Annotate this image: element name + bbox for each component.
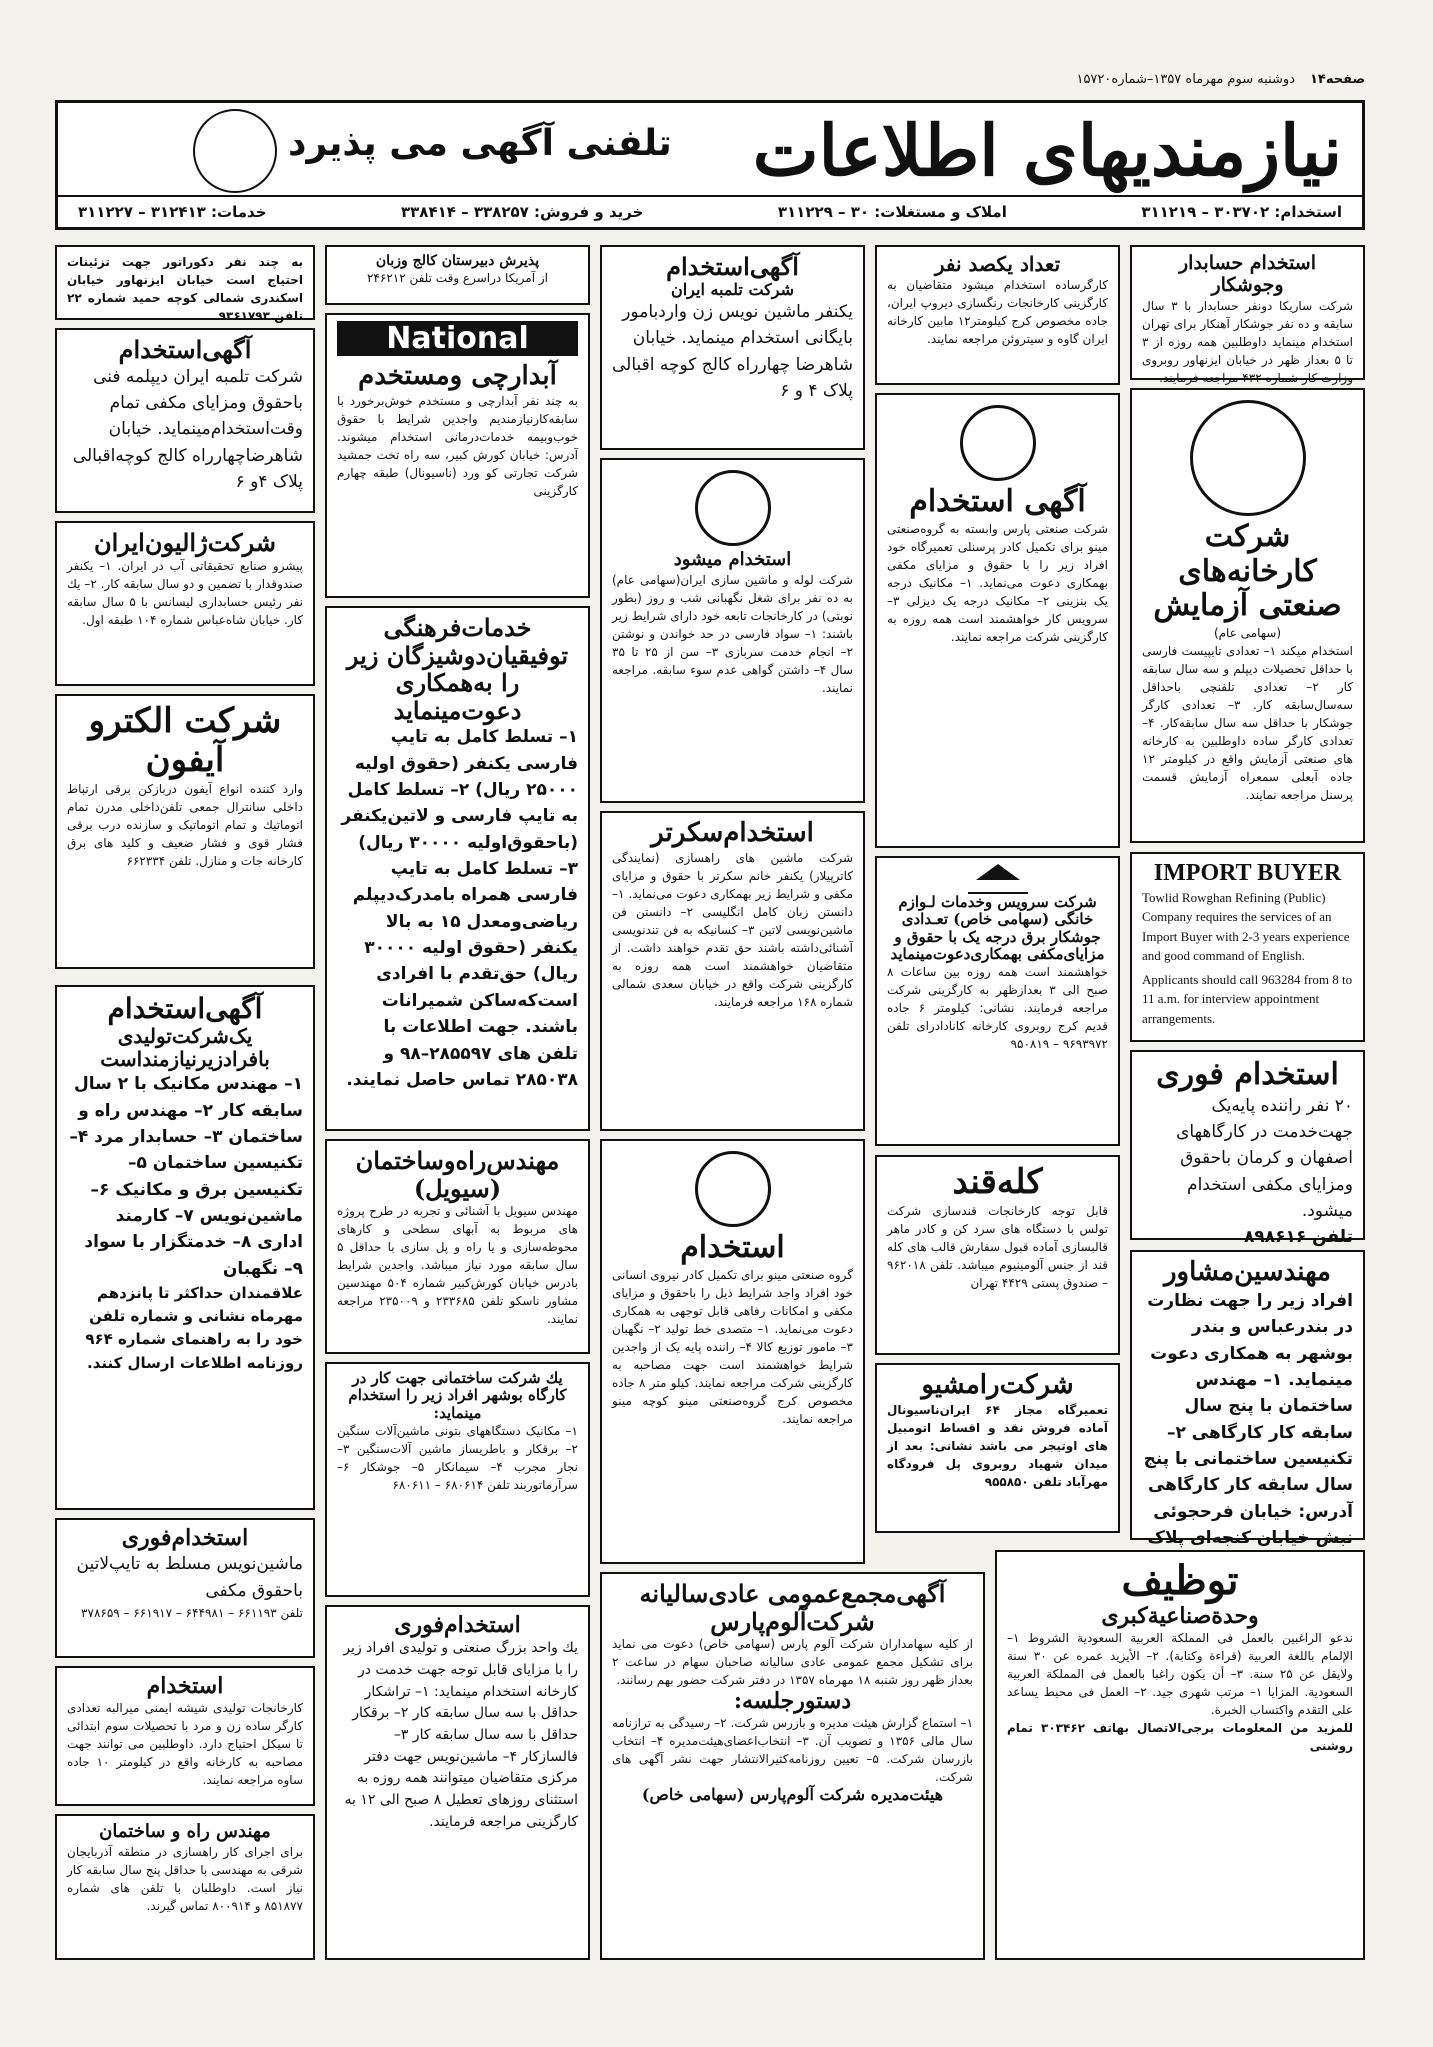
ad-body: از کلیه سهامداران شرکت آلوم پارس (سهامی خاص) دعوت می نماید برای تشکیل مجمع عمومی عادی سالیانه صاحبان سهام در ساعت ۲ بعداز ظهر روز شنبه ۱۸ مهرماه ۱۳۵۷ در دفتر شرکت حضور بهم رسانند. [612,1637,973,1688]
ad-body: ۱– تسلط کامل به تایپ فارسی یکنفر (حقوق اولیه ۲۵۰۰۰ ریال) ۲– تسلط کامل به تایپ فارسی و لاتین‌یکنفر (باحقوق‌اولیه ۳۰۰۰۰ ریال) ۳– تسلط کامل به تایپ فارسی همراه بامدرک‌دیپلم ریاضی‌ومعدل ۱۵ به بالا یکنفر (حقوق اولیه ۳۰۰۰۰ ریال) حق‌تقدم با افرادی است‌که‌ساکن شمیرانات باشند. جهت اطلاعات با تلفن های ۲۸۵۵۹۷–۹۸ و ۲۸۵۰۳۸ تماس حاصل نمایند. [341,727,578,1090]
ad-body: شرکت ساریکا دونفر حسابدار با ۳ سال سابقه و ده نفر جوشکار آهنکار برای تهران استخدام مینماید داوطلبین همه روزه از ۳ تا ۵ بعداز ظهر در خیابان ایزنهاور روبروی وزارت کار شماره ۴۳۲ مراجعه فرمایند. [1142,298,1353,385]
top-line [55,72,1365,94]
ad-title: خدمات‌فرهنگی توفیقیان‌دوشیزگان زیر را به‌همکاری دعوت‌مینماید [346,613,569,725]
ad-title: استخدام [146,1673,224,1699]
national-logo: National [337,321,578,356]
ad-title: استخدام میشود [673,549,792,570]
ad-title: مهندس راه و ساختمان [99,1821,271,1842]
masthead [55,100,1365,230]
phones-trade: خرید و فروش: ۳۳۸۲۵۷ – ۳۳۸۴۱۴ [400,203,644,221]
ad-body: Towlid Rowghan Refining (Public) Company requires the services of an Import Buyer with 2-3 years experience and good command of English. [1142,889,1350,964]
ad-contact: Applicants should call 963284 from 8 to 11 a.m. for interview appointment arrangements. [1142,971,1353,1026]
ad-title: استخدام [680,1230,785,1265]
masthead-phones [58,195,1362,227]
ad-body: شرکت ماشین های راهسازی (نمایندگی کاترپیلار) یکنفر خانم سکرتر با حقوق و مزایای مکفی و شرایط زیر بهمکاری دعوت می‌نماید. ۱– دانستن زبان کامل انگلیسی ۲– دانستن فن ماشین‌نویسی لاتین ۳– کسانیکه به فن تندنویسی آشنائی‌داشته باشند حق تقدم خواهند داشت. از متقاضیان خواهشمند است همه روزه به کارگزینی شرکت واقع در خیابان سعدی شمالی شماره ۱۶۸ مراجعه فرمایند. [612,850,853,1009]
ad-title: یك شرکت ساختمانی جهت کار در کارگاه بوشهر افراد زیر را استخدام مینماید: [348,1369,567,1422]
ad-body: کارگرساده استخدام میشود متقاضیان به کارگزینی کارخانجات رنگسازی دیروپ ایران، جاده مخصوص کرج کیلومتر۱۲ مابین کارخانه ایران گاوه و سیتروئن مراجعه نمایند. [887,278,1108,346]
ad-body: تعمیرگاه مجاز ۶۴ ایران‌ناسیونال آماده فروش نقد و اقساط اتومبیل های اوتیجر می باشد نشانی: بعد از میدان شهیاد روبروی پل فرودگاه مهرآباد تلفن ۹۵۵۸۵۰ [887,1402,1108,1489]
ad-menu-employment [875,393,1120,848]
ad-subtitle: وحدة‌صناعیة‌کبری [1101,1603,1259,1629]
ad-body: ۱– مکانیک دستگاههای بتونی ماشین‌آلات سنگین ۲– برقکار و باطریساز ماشین آلات‌سنگین ۳– نجار مجرب ۴– سیمانکار ۵– جوشکار ۶– سرآرماتوربند تلفن ۶۸۰۶۱۴ – ۶۸۰۶۱۱ [337,1423,578,1492]
ad-aluminum-pars [600,1572,985,1960]
ad-title: آگهی‌استخدام [666,252,799,281]
ad-moshaver [1130,1250,1365,1548]
ad-fori-mid [325,1605,590,1960]
ad-body: استخدام میکند ۱– تعدادی تایپیست فارسی با حداقل تحصیلات دیپلم و سه سال سابقه کار ۲– تعدادی تلفنچی باحداقل سه‌سال‌سابقه کار. ۳– تعدادی کارگر جوشکار با حداقل سه سال سابقه‌کار. ۴– تعدادی کارگر ساده داوطلبین به کارخانه های صنعتی آزمایش واقع در کیلومتر ۱۲ جاده آبعلی سمعراه آزمایش قسمت پرسنل مراجعه نمایند. [1142,643,1353,802]
ad-body: شرکت لوله و ماشین سازی ایران(سهامی عام) به ده نفر برای شغل نگهبانی شب و روز (بطور نوبتی) در کارخانجات تابعه خود دارای شرایط زیر باشند: ۱– سواد فارسی در حد خواندن و نوشتن ۲– انجام خدمت سربازی ۳– سن از ۲۵ تا ۳۵ سال ۴– داشتن گواهی عدم سوء سابقه. مراجعه نمایند. [612,572,854,695]
ad-body: ندعو الراغبین بالعمل فی المملكة العربیة السعودیة الشروط ۱– الإلمام باللغة العربیة (قراءة وكتابة). ۲– الأیزید عمره عن ۳۰ سنة ولایقل عن ۲۵ سنة. ۳– أن یكون راغبا بالعمل فی المملكة العربیة السعودیة. المزایا ۱– مرتب شهری جید. ۲– العمل فی محیط یساعد علی التقدم واكتساب الخبرة. [1007,1631,1353,1718]
ad-body: از آمریکا دراسرع وقت تلفن ۲۴۶۲۱۲ [366,271,549,286]
ad-fori-right [1130,1050,1365,1248]
ad-bushehr [325,1362,590,1597]
ad-body: یك واحد بزرگ صنعتی و تولیدی افراد زیر را با مزایای قابل توجه جهت خدمت در کارخانه استخدام مینماید: ۱– تراشکار حداقل با سه سال سابقه کار ۲– برقکار حداقل با سه سال سابقه کار ۳– فالسازکار ۴– ماشین‌نویس جهت دفتر مرکزی متقاضیان میتوانند همه روزه به استثنای روزهای تعطیل ۸ صبح الی ۱۲ به کارگزینی مراجعه فرمایند. [343,1640,578,1830]
ad-body: مهندس سیویل با آشنائی و تجربه در طرح پروژه های مربوط به آبهای سطحی و کارهای محوطه‌سازی و یا راه و پل سازی با حداقل ۵ سال سابقه مورد نیاز میباشد. واجدین شرایط بادرس خیابان کورش‌کبیر شماره ۵۰۴ مهندسین مشاور ناسکو تلفن ۲۳۳۶۸۵ و ۲۳۵۰۰۹ مراجعه نمایند. [337,1204,578,1327]
ad-title: آگهی استخدام [909,484,1086,519]
ad-title: مهندس‌راه‌وساختمان (سیویل) [355,1146,560,1203]
ad-subtitle: (سهامی عام) [1213,625,1282,640]
ad-dabirestan [325,245,590,305]
minoo-emblem-icon [960,405,1036,481]
ad-farhangi [325,606,590,1131]
ad-title: استخدام‌فوری [394,1612,521,1638]
ad-zhaleon [55,521,315,686]
ad-body: خواهشمند است همه روزه بین ساعات ۸ صبح الی ۳ بعدازظهر به کارگزینی شرکت مراجعه فرمایند. نشانی: کیلومتر ۶ جاده قدیم کرج روبروی کارخانه کانادادرای تلفن ۹۶۹۳۹۷۲ – ۹۵۰۸۱۹ [887,965,1108,1051]
ad-ramshiv [875,1363,1120,1533]
ad-body: برای اجرای کار راهسازی در منطقه آذربایجان شرقی به مهندسی با حداقل پنج سال سابقه کار نیاز است. داوطلبان با تلفن های شماره ۸۵۱۸۷۷ و ۸۰۰۹۱۴ تماس گیرند. [67,1844,303,1913]
ad-body: ماشین‌نویس مسلط به تایپ‌لاتین باحقوق مکفی [76,1554,303,1601]
azmayesh-emblem-icon [1190,400,1306,516]
ad-title: آگهی‌استخدام [118,335,252,364]
ad-title: آگهی‌مجمع‌عمومی عادی‌سالیانه شرکت‌آلوم‌پارس [639,1579,946,1636]
ad-body: گروه صنعتی مینو برای تکمیل کادر نیروی انسانی خود افراد واجد شرایط ذیل را باحقوق و مزایای مکفی و امکانات رفاهی قابل توجهی به همکاری دعوت می‌نماید. ۱– متصدی خط تولید ۲– نگهبان ۳– مامور توزیع کالا ۴– راننده پایه یک از واجدین شرایط خواهشمند است جهت مصاحبه به کارگزینی شرکت مراجعه نمایند. کیلو متر ۸ جاده مخصوص کرج گروه‌صنعتی مینو کوچه مینو مراجعه نمایند. [612,1267,853,1426]
ad-title: استخدام حسابدار وجوشکار [1178,252,1317,296]
ad-title: تعداد یکصد نفر [934,252,1061,276]
ad-title: آبدارچی ومستخدم [358,361,557,391]
ad-title: شرکت سرویس وخدمات لـوازم خانگی (سهامی خاص) تعـدادی جوشکار برق درجه یک با حقوق و مزایای‌مکفی بهمکاری‌دعوت‌مینماید [890,893,1105,963]
ad-body: افراد زیر را جهت نظارت در بندرعباس و بندر بوشهر به همکاری دعوت مینماید. ۱– مهندس ساختمان با پنج سال سابقه کار کارگاهی ۲– تکنیسین ساختمانی با پنج سال سابقه کار کارگاهی [1143,1290,1353,1496]
house-logo-icon [968,864,1028,894]
ad-kalleh-ghand [875,1155,1120,1355]
ad-body: کارخانجات تولیدی شیشه ایمنی میرالبه تعدادی کارگر ساده زن و مرد با تحصیلات سوم ابتدائی تا سیکل احتیاج دارد. داوطلبین می توانند جهت مصاحبه به کارخانه واقع در کیلومتر ۱۰ جاده ساوه مراجعه نمایند. [67,1701,303,1788]
ad-title: استخدام‌فوری [121,1525,249,1551]
reader-illustration-icon [193,109,277,193]
ad-monshi [600,811,865,1131]
ad-import-buyer [1130,852,1365,1042]
ad-agenda: ۱– استماع گزارش هیئت مدیره و بازرس شرکت. ۲– رسیدگی به ترازنامه سال مالی ۱۳۵۶ و تصویب آن. ۳– انتخاب‌اعضای‌هیئت‌مدیره ۴– انتخاب بازرسان شرکت. ۵– تعیین روزنامه‌کثیرالانتشار جهت نشر آگهی های شرکت. [612,1716,974,1785]
ad-signature: هیئت‌مدیره شرکت آلوم‌پارس (سهامی خاص) [641,1785,944,1805]
ad-phone: تلفن ۸۹۸۶۱۶ [1243,1227,1353,1248]
ad-body: پیشرو صنایع تحقیقاتی آب در ایران. ۱– یکنفر صندوقدار با تضمین و دو سال سابقه کار. ۲– یك نفر رئیس حسابداری لیسانس با ۵ سال سابقه کار. خیابان شاه‌عباس شماره ۱۰۴ طبقه اول. [67,558,303,627]
ad-body: ۲۰ نفر راننده پایه‌یک جهت‌خدمت در کارگاههای اصفهان و کرمان باحقوق ومزایای مکفی استخدام میشود. [1176,1095,1353,1221]
ad-rah-2 [55,1814,315,1960]
ad-tozif [995,1550,1365,1960]
ad-body: شرکت صنعتی پارس وابسته به گروه‌صنعتی مینو برای تکمیل کادر پرسنلی تعمیرگاه خود افراد زیر را با حقوق و مزایای مکفی بهمکاری دعوت می‌نماید. ۱– مکانیک درجه یک بنزینی ۲– مکانیک درجه یک دیزلی ۳– سرویس کار خواهشمند است همه روزه به کارگزینی شرکت مراجعه نمایند. [887,521,1109,644]
ad-contact: للمزید من المعلومات برجی‌الاتصال بهاتف ۳۰۳۴۶۲ تمام روشنی [1007,1721,1353,1754]
ad-title: مهندسین‌مشاور [1164,1257,1331,1287]
ad-body: قابل توجه کارخانجات قندسازی شرکت تولس با دستگاه های سرد کن و کادر ماهر قالبسازی آماده قبول سفارش قالب های کله قند از جنس آلومینیوم میباشد. تلفن ۹۶۲۰۱۸ – صندوق پستی ۴۴۲۹ تهران [887,1204,1108,1291]
ad-phone: تلفن ۶۶۱۱۹۳ – ۶۴۴۹۸۱ – ۶۶۱۹۱۷ – ۳۷۸۶۵۹ [81,1605,303,1620]
date-line: دوشنبه سوم مهرماه ۱۳۵۷–شماره۱۵۷۲۰ [1076,72,1295,87]
ad-shisheh [55,1666,315,1806]
ad-subtitle: شرکت تلمبه ایران [670,279,795,299]
ad-title: شرکت‌رامشیو [921,1370,1074,1400]
ad-title: استخدام‌سکرتر [651,818,814,848]
ad-items: ۱– مهندس مکانیک با ۲ سال سابقه کار ۲– مهندس راه و ساختمان ۳– حسابدار مرد ۴– تکنیسین ساختمان ۵– تکنیسین برق و مکانیک ۶– ماشین‌نویس ۷– کارمند اداری ۸– خدمتگزار با سواد ۹– نگهبان [69,1074,303,1279]
ad-body: به چند نفر آبدارچی و مستخدم خوش‌برخورد با سابقه‌کارنیازمندیم واجدین شرایط با حقوق خوب‌وبیمه خدمات‌درمانی استخدام میشوند. آدرس: خیابان کورش کبیر، سه راه تخت جمشید شرکت تجارتی کو ورد (ناسیونال) طبقه چهارم کارگزینی [337,393,578,498]
ad-accountant [1130,245,1365,385]
ad-tazinat [55,245,315,323]
ad-tolidi [55,985,315,1510]
ad-title: کله‌قند [952,1162,1043,1202]
ad-khadamat-lavazem [875,856,1120,1146]
ad-subtitle: یک‌شرکت‌تولیدی بافرادزیرنیازمنداست [100,1024,270,1072]
ad-body: به چند نفر دکوراتور جهت تزئینات احتیاج است خیابان ایزنهاور خیابان اسکندری شمالی کوچه حمید شماره ۲۲ تلفن ۹۳۶۱۷۹۳ [67,255,303,323]
ad-body: شرکت تلمبه ایران دیپلمه فنی باحقوق ومزایای مکفی تمام وقت‌استخدام‌مینماید. خیابان شاهرضا‌چهارراه کالج کوچه‌اقبالی پلاک ۴و ۶ [72,366,303,492]
ad-body: وارد کننده انواع آیفون دربازکن برقی ارتباط داخلی سانترال جمعی تلفن‌داخلی مدرن تمام اتوماتیك و تمام اتوماتیک و سازنده درب برقی فشار قوی و فشار ضعیف و کلید های برق کارخانه جات و منازل. تلفن ۶۶۲۳۳۴ [67,782,303,869]
phones-realestate: املاک و مستغلات: ۳۰ – ۳۱۱۲۲۹ [777,203,1007,221]
ad-fori-left [55,1518,315,1658]
ad-footer: علاقمندان حداکثر تا پانزدهم مهرماه نشانی و شماره تلفن خود را به راهنمای شماره ۹۶۴ روزنامه اطلاعات ارسال کنند. [85,1283,303,1372]
ad-title: شرکت کارخانه‌های صنعتی آزمایش [1153,519,1342,623]
phones-services: خدمات: ۳۱۲۴۱۳ – ۳۱۱۲۲۷ [78,203,267,221]
minoo-emblem-icon [695,1151,771,1227]
ad-body: یکنفر ماشین نویس زن واردبامور بایگانی استخدام مینماید. خیابان شاهرضا چهارراه کالج کوچه اقبالی پلاک ۴ و ۶ [611,301,853,402]
ad-title: شرکت الکترو آیفون [88,701,282,781]
ad-tolombeh-2 [55,328,315,513]
ad-tolombeh [600,245,865,450]
looleh-emblem-icon [695,470,771,546]
masthead-title: نیازمندیهای اطلاعات [752,109,1342,192]
page-label: صفحه۱۴ [1309,72,1365,87]
ad-azmayesh [1130,388,1365,843]
ad-rah-sakhteman [325,1139,590,1354]
ad-title: توظیف [1121,1557,1239,1604]
ad-agenda-title: دستورجلسه: [733,1688,852,1715]
ad-minoo-2 [600,1139,865,1564]
ad-looleh [600,458,865,803]
ad-title: استخدام فوری [1156,1057,1339,1092]
ad-title: شرکت‌ژالیون‌ایران [93,528,277,557]
ad-address: آدرس: خیابان فرحجوئی نبش خیابان کنجه‌ای پلاک [1147,1501,1353,1548]
ad-electro-iphone [55,694,315,969]
ad-yeksad [875,245,1120,385]
ad-title: آگهی‌استخدام [107,992,263,1025]
phones-employment: استخدام: ۳۰۳۷۰۲ – ۳۱۱۲۱۹ [1141,203,1342,221]
ad-title: پذیرش دبیرستان کالج وزبان [375,253,540,269]
masthead-subtitle: تلفنی آگهی می پذیرد [288,123,672,164]
ad-title: IMPORT BUYER [1153,860,1342,886]
ad-national [325,313,590,598]
